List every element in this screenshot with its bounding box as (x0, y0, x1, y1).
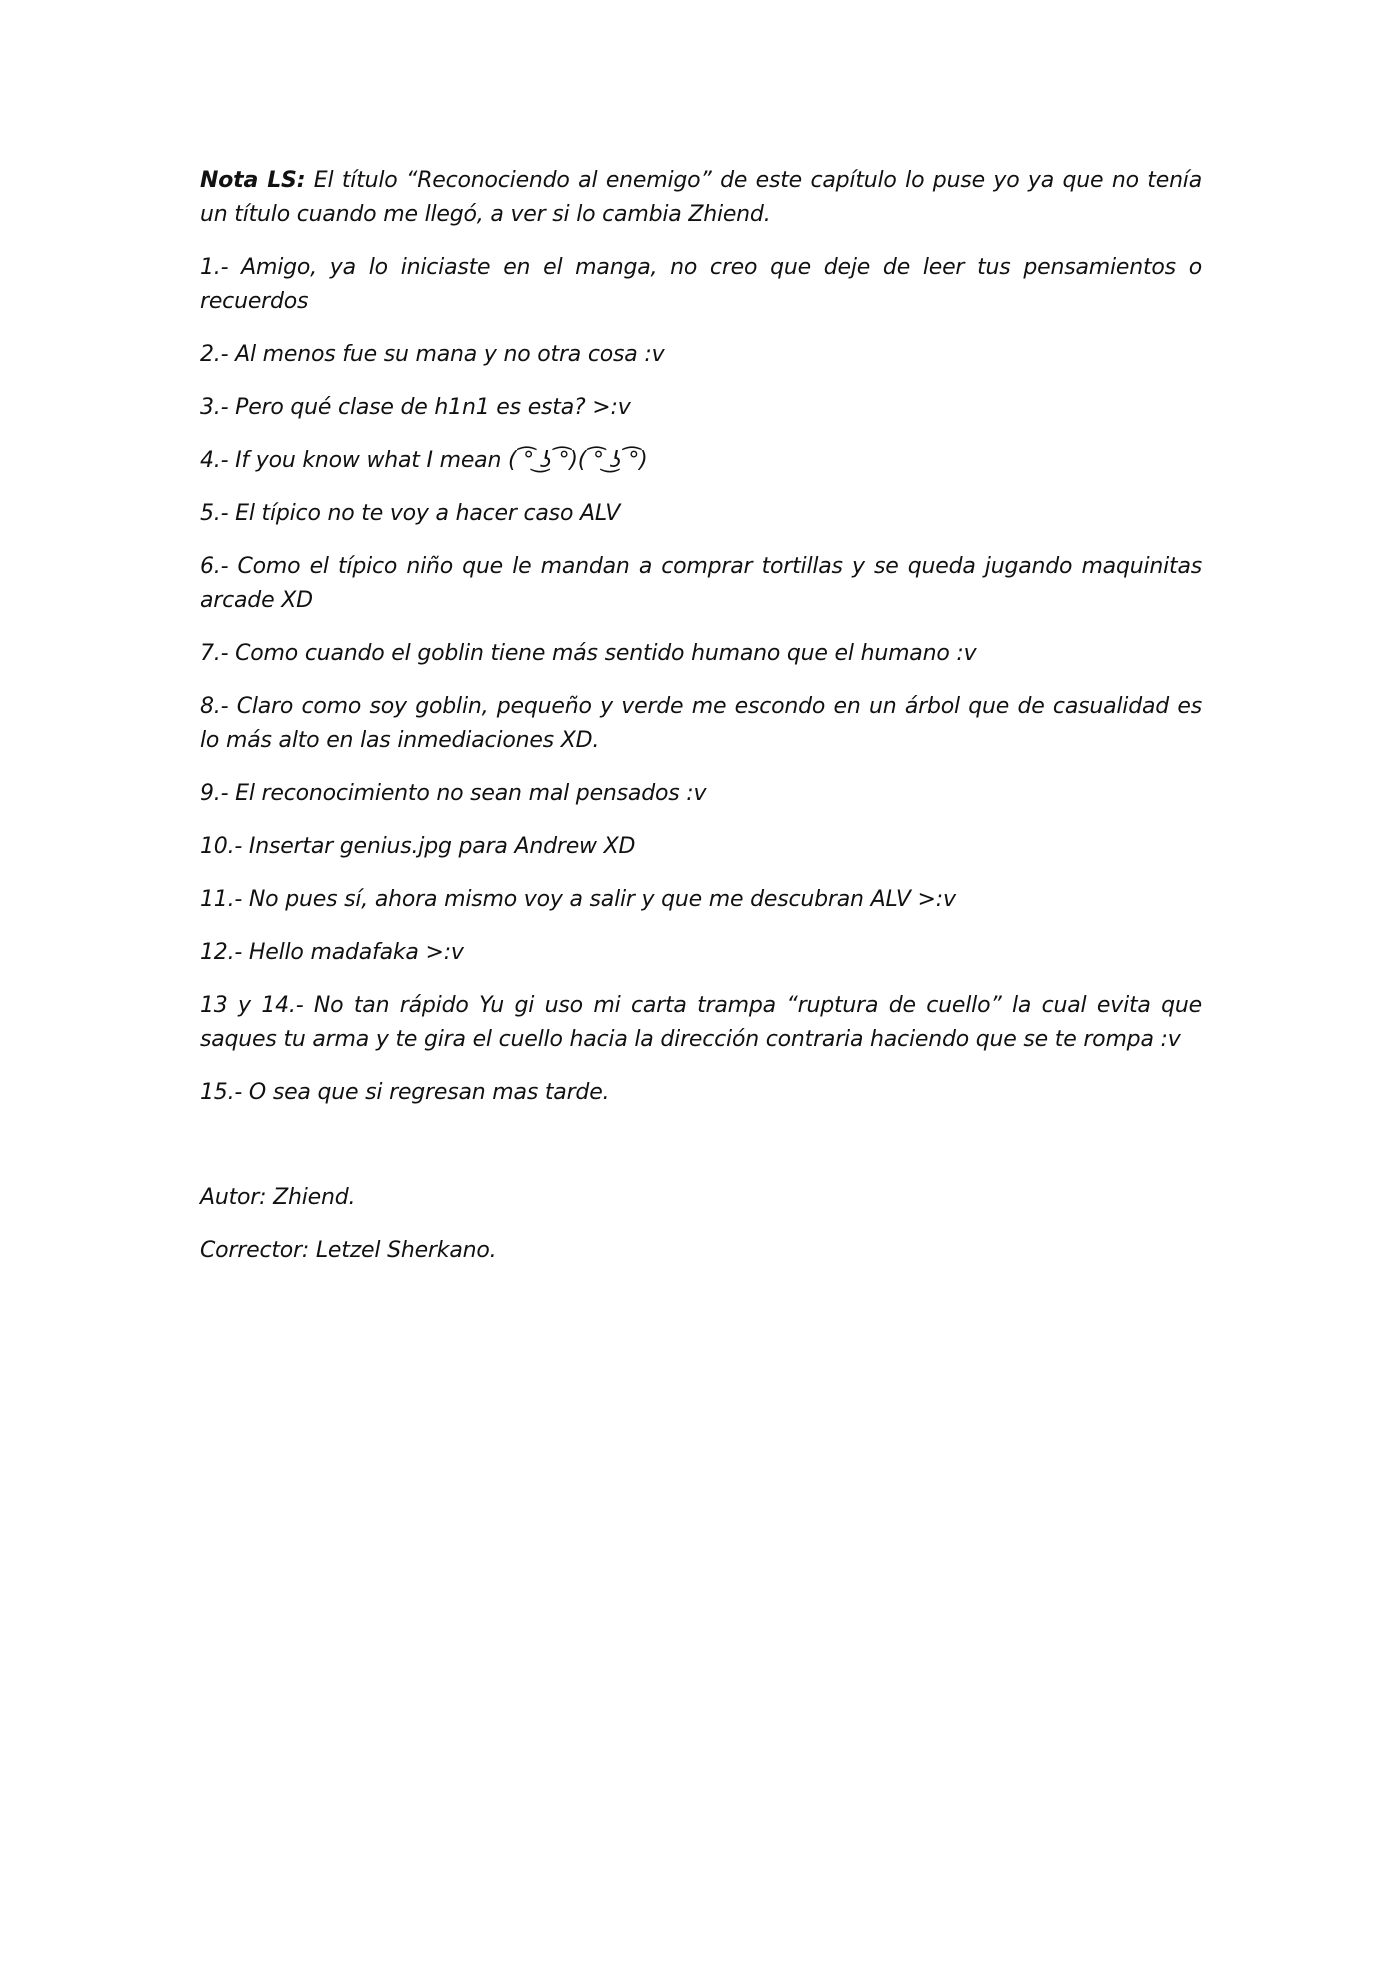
document-body (200, 164, 1202, 1287)
footnote-2: 2.- Al menos fue su mana y no otra cosa :v (200, 342, 665, 367)
footnote-3: 3.- Pero qué clase de h1n1 es esta? >:v (200, 395, 631, 420)
corrector-credit: Corrector: Letzel Sherkano. (200, 1238, 497, 1263)
translator-note (200, 164, 1202, 232)
footnote-8: 8.- Claro como soy goblin, pequeño y verde me escondo en un árbol que de casualidad es lo más alto en las inmediaciones XD. (200, 694, 1202, 753)
footnote-6: 6.- Como el típico niño que le mandan a comprar tortillas y se queda jugando maquinitas arcade XD (200, 554, 1202, 613)
note-label: Nota LS: (200, 168, 306, 193)
footnote-9: 9.- El reconocimiento no sean mal pensados :v (200, 781, 707, 806)
note-text: El título “Reconociendo al enemigo” de este capítulo lo puse yo ya que no tenía un título cuando me llegó, a ver si lo cambia Zhiend. (200, 168, 1203, 227)
footnote-7: 7.- Como cuando el goblin tiene más sentido humano que el humano :v (200, 641, 977, 666)
footnote-11: 11.- No pues sí, ahora mismo voy a salir y que me descubran ALV >:v (200, 887, 956, 912)
footnote-13-14: 13 y 14.- No tan rápido Yu gi uso mi carta trampa “ruptura de cuello” la cual evita que saques tu arma y te gira el cuello hacia la dirección contraria haciendo que se te rompa :v (200, 993, 1202, 1052)
footnote-5: 5.- El típico no te voy a hacer caso ALV (200, 501, 621, 526)
footnote-1: 1.- Amigo, ya lo iniciaste en el manga, no creo que deje de leer tus pensamientos o recuerdos (200, 255, 1202, 314)
footnote-10: 10.- Insertar genius.jpg para Andrew XD (200, 834, 636, 859)
author-credit: Autor: Zhiend. (200, 1185, 356, 1210)
section-gap (200, 1129, 1202, 1181)
footnote-12: 12.- Hello madafaka >:v (200, 940, 464, 965)
footnote-4: 4.- If you know what I mean ( ͡° ͜ʖ ͡°)( ͡° ͜ʖ ͡°) (200, 448, 648, 473)
footnote-15: 15.- O sea que si regresan mas tarde. (200, 1080, 610, 1105)
